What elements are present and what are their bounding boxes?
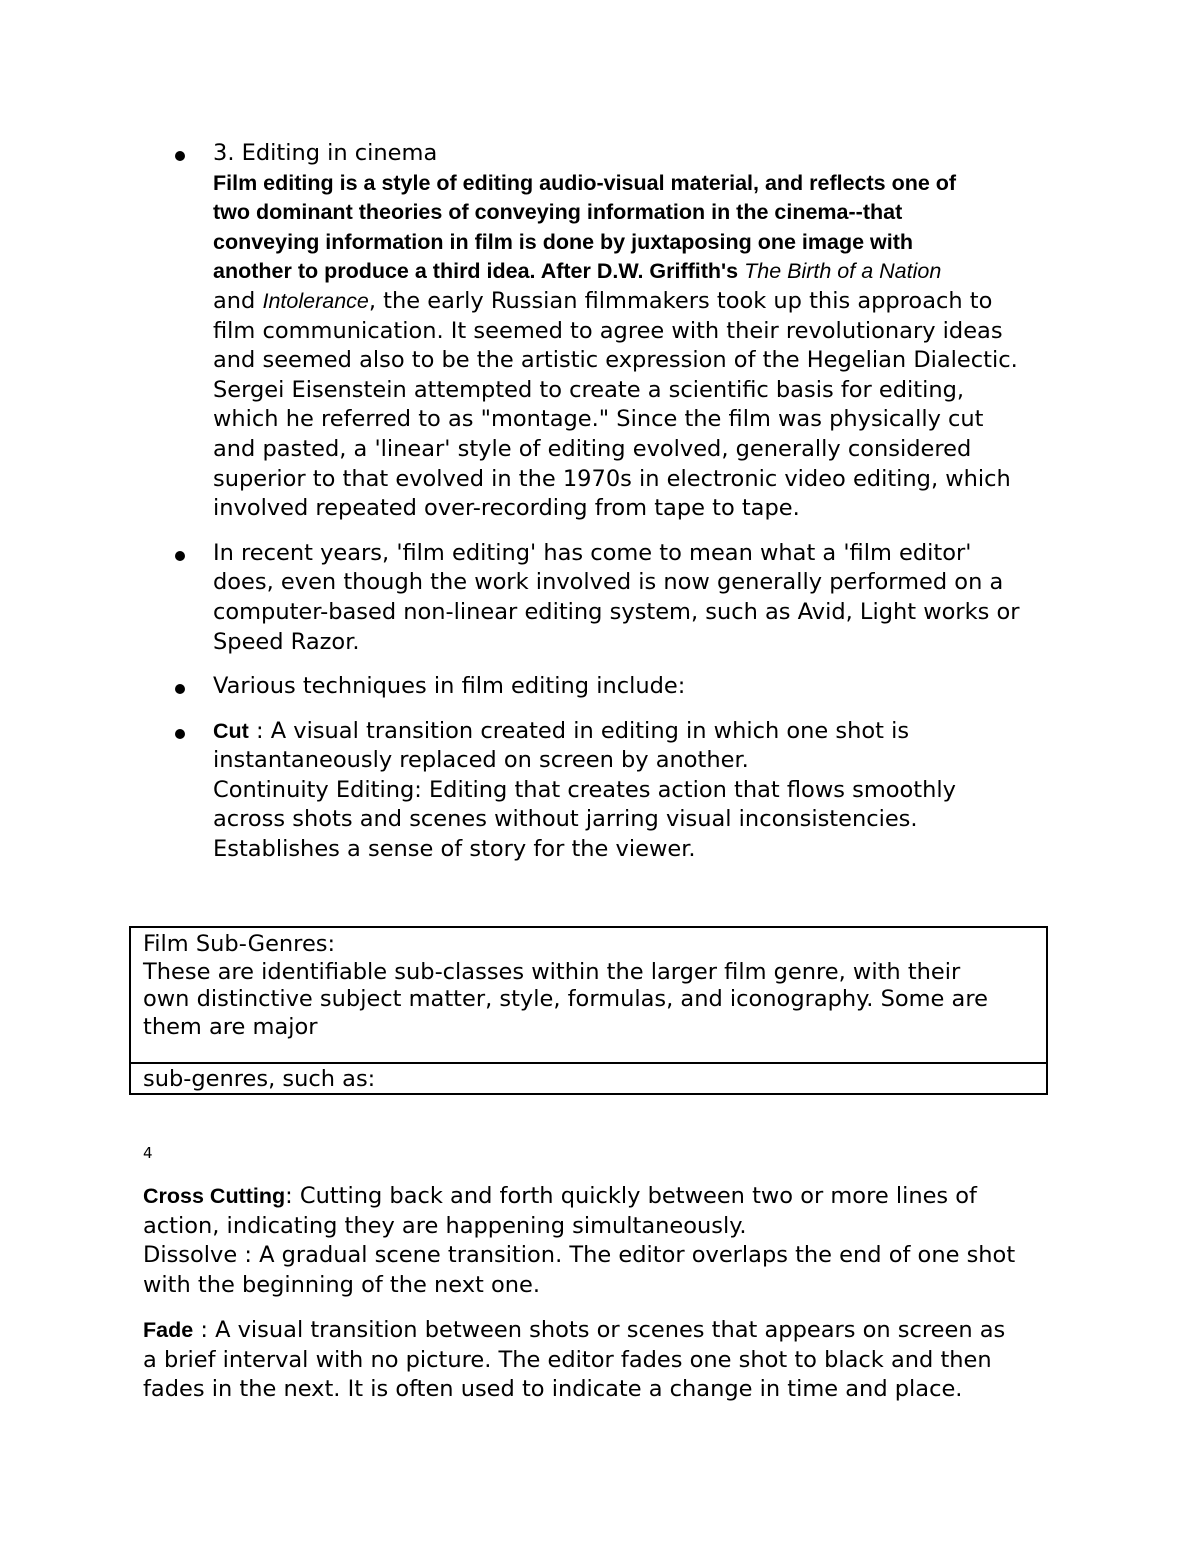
paragraph-line	[143, 1182, 1083, 1212]
paragraph-line: Establishes a sense of story for the viewer.	[213, 836, 696, 863]
bold-text: another to produce a third idea. After D.W. Griffith's	[213, 259, 745, 284]
bullet-editing-in-cinema	[0, 139, 1073, 524]
page-number: 4	[143, 1144, 153, 1162]
bullet-cut	[0, 717, 1073, 865]
genre-box-line: them are major	[143, 1013, 318, 1040]
bullet-various-techniques	[0, 672, 1073, 702]
section-heading: 3. Editing in cinema	[213, 140, 438, 166]
text-span: : A visual transition created in editing in which one shot is	[248, 717, 910, 744]
text-span: : Cutting back and forth quickly between two or more lines of	[285, 1183, 977, 1209]
bullet-dot	[175, 551, 185, 561]
paragraph-line: In recent years, 'film editing' has come to mean what a 'film editor'	[213, 539, 972, 566]
paragraph-line: two dominant theories of conveying information in the cinema--that	[213, 200, 903, 225]
term-fade: Fade	[143, 1318, 194, 1342]
bullet-dot	[175, 729, 185, 739]
paragraph-line: and pasted, a 'linear' style of editing evolved, generally considered	[213, 435, 972, 462]
paragraph-line: a brief interval with no picture. The editor fades one shot to black and then	[143, 1346, 992, 1373]
paragraph-line: Speed Razor.	[213, 628, 360, 655]
paragraph-line: Continuity Editing: Editing that creates action that flows smoothly	[213, 776, 956, 803]
genre-box-line: These are identifiable sub-classes within the larger film genre, with their	[143, 958, 961, 985]
paragraph-line: Various techniques in film editing include:	[213, 673, 686, 700]
term-cross-cutting: Cross Cutting	[143, 1184, 286, 1208]
paragraph-line	[213, 287, 1073, 317]
paragraph-line	[213, 257, 1073, 287]
paragraph-line	[143, 1316, 1083, 1346]
genre-box-line: own distinctive subject matter, style, formulas, and iconography. Some are	[143, 986, 988, 1012]
paragraph-line: film communication. It seemed to agree with their revolutionary ideas	[213, 317, 1003, 344]
fade-paragraph	[143, 1316, 1083, 1405]
film-title-birth-of-a-nation: The Birth of a Nation	[744, 259, 942, 284]
paragraph-line: conveying information in film is done by juxtaposing one image with	[213, 229, 914, 254]
paragraph-line: action, indicating they are happening simultaneously.	[143, 1212, 747, 1239]
paragraph-line: fades in the next. It is often used to indicate a change in time and place.	[143, 1376, 963, 1403]
paragraph-line: across shots and scenes without jarring visual inconsistencies.	[213, 806, 918, 833]
paragraph-line: Sergei Eisenstein attempted to create a scientific basis for editing,	[213, 376, 965, 403]
paragraph-line: superior to that evolved in the 1970s in electronic video editing, which	[213, 465, 1011, 492]
paragraph-line: instantaneously replaced on screen by another.	[213, 747, 749, 774]
paragraph-line: Film editing is a style of editing audio-visual material, and reflects one of	[213, 170, 957, 195]
genre-box-bottom-cell	[131, 1066, 1046, 1093]
genre-box-title: Film Sub-Genres:	[143, 931, 336, 957]
text-span: and	[213, 287, 263, 314]
text-span: , the early Russian filmmakers took up this approach to	[368, 287, 993, 314]
genre-box-bottom-text: sub-genres, such as:	[143, 1066, 376, 1092]
paragraph-line: involved repeated over-recording from tape to tape.	[213, 495, 800, 522]
bullet-list	[0, 139, 1200, 880]
paragraph-line: which he referred to as "montage." Since the film was physically cut	[213, 406, 984, 433]
bullet-dot	[175, 151, 185, 161]
genre-box-top-cell	[131, 928, 1046, 1064]
cross-cutting-paragraph	[143, 1182, 1083, 1300]
term-cut: Cut	[213, 718, 249, 743]
paragraph-line: with the beginning of the next one.	[143, 1271, 541, 1298]
film-title-intolerance: Intolerance	[262, 288, 369, 313]
bullet-recent-years	[0, 539, 1073, 657]
film-sub-genres-box	[129, 926, 1048, 1095]
paragraph-line: Dissolve : A gradual scene transition. The editor overlaps the end of one shot	[143, 1242, 1016, 1269]
bullet-dot	[175, 684, 185, 694]
paragraph-line	[213, 717, 1073, 747]
paragraph-line: and seemed also to be the artistic expression of the Hegelian Dialectic.	[213, 347, 1018, 374]
text-span: : A visual transition between shots or scenes that appears on screen as	[193, 1317, 1006, 1343]
paragraph-line: does, even though the work involved is now generally performed on a	[213, 569, 1004, 596]
paragraph-line: computer-based non-linear editing system, such as Avid, Light works or	[213, 598, 1020, 625]
